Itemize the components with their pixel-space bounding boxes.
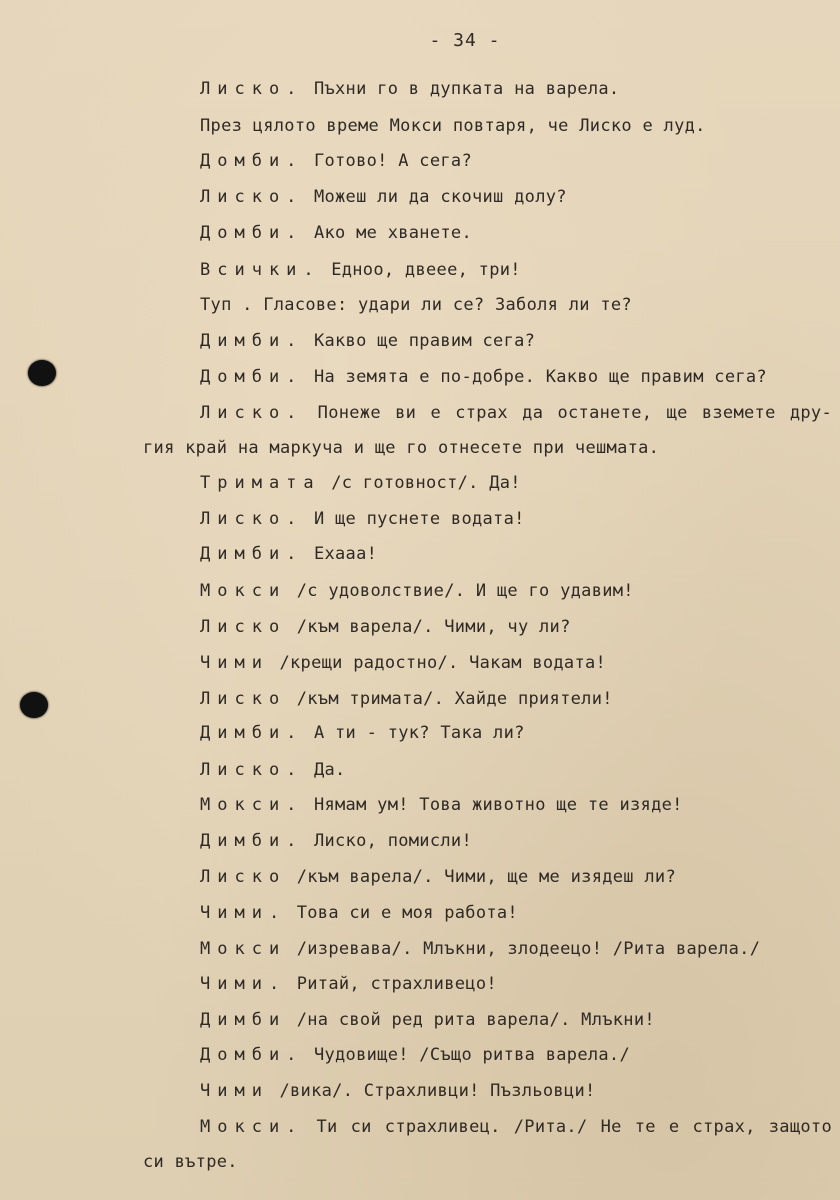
speaker-name: Димби. bbox=[200, 831, 304, 851]
script-line bbox=[200, 616, 571, 638]
script-line bbox=[200, 866, 676, 888]
line-text: На земята е по-добре. Какво ще правим сега? bbox=[303, 367, 767, 387]
speaker-name: Мокси. bbox=[200, 795, 304, 815]
speaker-name: Лиско. bbox=[200, 403, 304, 423]
script-line bbox=[200, 402, 832, 424]
line-text: /към варела/. Чими, чу ли? bbox=[286, 617, 571, 637]
line-text: Туп . Гласове: удари ли се? Заболя ли те? bbox=[200, 295, 632, 315]
script-line bbox=[200, 1044, 630, 1066]
script-line bbox=[200, 580, 634, 602]
script-line bbox=[200, 973, 497, 995]
line-text: Понеже ви е страх да останете, ще вземете дру- bbox=[303, 403, 832, 423]
script-line bbox=[143, 1151, 238, 1173]
script-line bbox=[200, 1080, 596, 1102]
script-line bbox=[200, 78, 619, 100]
line-text: Можеш ли да скочиш долу? bbox=[303, 187, 567, 207]
speaker-name: Лиско. bbox=[200, 760, 304, 780]
speaker-name: Домби. bbox=[200, 223, 304, 243]
line-text: Готово! А сега? bbox=[303, 151, 472, 171]
speaker-name: Чими. bbox=[200, 974, 287, 994]
speaker-name: Чими bbox=[200, 1081, 269, 1101]
line-text: /към варела/. Чими, ще ме изядеш ли? bbox=[286, 867, 676, 887]
script-line bbox=[200, 688, 613, 710]
speaker-name: Домби. bbox=[200, 1045, 304, 1065]
speaker-name: Лиско. bbox=[200, 187, 304, 207]
line-text: гия край на маркуча и ще го отнесете при чешмата. bbox=[143, 438, 660, 458]
script-line bbox=[200, 366, 767, 388]
speaker-name: Димби. bbox=[200, 723, 304, 743]
speaker-name: Димби. bbox=[200, 331, 304, 351]
speaker-name: Мокси bbox=[200, 939, 287, 959]
script-line bbox=[200, 150, 472, 172]
script-line bbox=[200, 330, 535, 352]
speaker-name: Чими. bbox=[200, 903, 287, 923]
line-text: /с удоволствие/. И ще го удавим! bbox=[286, 581, 634, 601]
line-text: Какво ще правим сега? bbox=[303, 331, 536, 351]
line-text: През цялото време Мокси повтаря, че Лиско е луд. bbox=[200, 116, 706, 136]
speaker-name: Всички. bbox=[200, 260, 321, 280]
script-line bbox=[200, 830, 472, 852]
script-line bbox=[200, 294, 632, 316]
line-text: Пъхни го в дупката на варела. bbox=[303, 79, 620, 99]
line-text: /на свой ред рита варела/. Млъкни! bbox=[286, 1010, 655, 1030]
speaker-name: Лиско bbox=[200, 617, 287, 637]
script-line bbox=[200, 543, 377, 565]
speaker-name: Мокси bbox=[200, 581, 287, 601]
page-number: - 34 - bbox=[429, 30, 501, 51]
line-text: /крещи радостно/. Чакам водата! bbox=[268, 653, 607, 673]
speaker-name: Домби. bbox=[200, 151, 304, 171]
line-text: Чудовище! /Също ритва варела./ bbox=[303, 1045, 631, 1065]
line-text: си вътре. bbox=[143, 1152, 238, 1172]
script-line bbox=[200, 508, 525, 530]
speaker-name: Домби. bbox=[200, 367, 304, 387]
script-line bbox=[200, 722, 525, 744]
script-line bbox=[200, 115, 706, 137]
script-line bbox=[200, 222, 472, 244]
script-line bbox=[200, 472, 521, 494]
script-line bbox=[200, 902, 518, 924]
script-line bbox=[200, 794, 683, 816]
speaker-name: Димби. bbox=[200, 544, 304, 564]
line-text: Ехааа! bbox=[303, 544, 378, 564]
speaker-name: Лиско bbox=[200, 689, 287, 709]
line-text: Едноо, двеее, три! bbox=[320, 260, 521, 280]
speaker-name: Димби bbox=[200, 1010, 287, 1030]
line-text: И ще пуснете водата! bbox=[303, 509, 525, 529]
line-text: Лиско, помисли! bbox=[303, 831, 472, 851]
script-line bbox=[200, 1116, 832, 1138]
line-text: /вика/. Страхливци! Пъзльовци! bbox=[268, 1081, 596, 1101]
speaker-name: Тримата bbox=[200, 473, 321, 493]
speaker-name: Лиско. bbox=[200, 79, 304, 99]
line-text: Ако ме хванете. bbox=[303, 223, 472, 243]
script-line bbox=[143, 437, 659, 459]
script-line bbox=[200, 938, 760, 960]
speaker-name: Мокси. bbox=[200, 1117, 304, 1137]
line-text: Ти си страхливец. /Рита./ Не те е страх, защото bbox=[303, 1117, 832, 1137]
speaker-name: Лиско bbox=[200, 867, 287, 887]
line-text: Нямам ум! Това животно ще те изяде! bbox=[303, 795, 683, 815]
line-text: /изревава/. Млъкни, злодеецо! /Рита варела./ bbox=[286, 939, 761, 959]
line-text: А ти - тук? Така ли? bbox=[303, 723, 525, 743]
line-text: Да. bbox=[303, 760, 346, 780]
speaker-name: Чими bbox=[200, 653, 269, 673]
line-text: /с готовност/. Да! bbox=[320, 473, 521, 493]
line-text: Това си е моя работа! bbox=[286, 903, 518, 923]
script-line bbox=[200, 1009, 655, 1031]
script-line bbox=[200, 186, 567, 208]
script-line bbox=[200, 259, 521, 281]
line-text: Ритай, страхливецо! bbox=[286, 974, 497, 994]
speaker-name: Лиско. bbox=[200, 509, 304, 529]
script-line bbox=[200, 652, 606, 674]
line-text: /към тримата/. Хайде приятели! bbox=[286, 689, 613, 709]
script-line bbox=[200, 759, 346, 781]
